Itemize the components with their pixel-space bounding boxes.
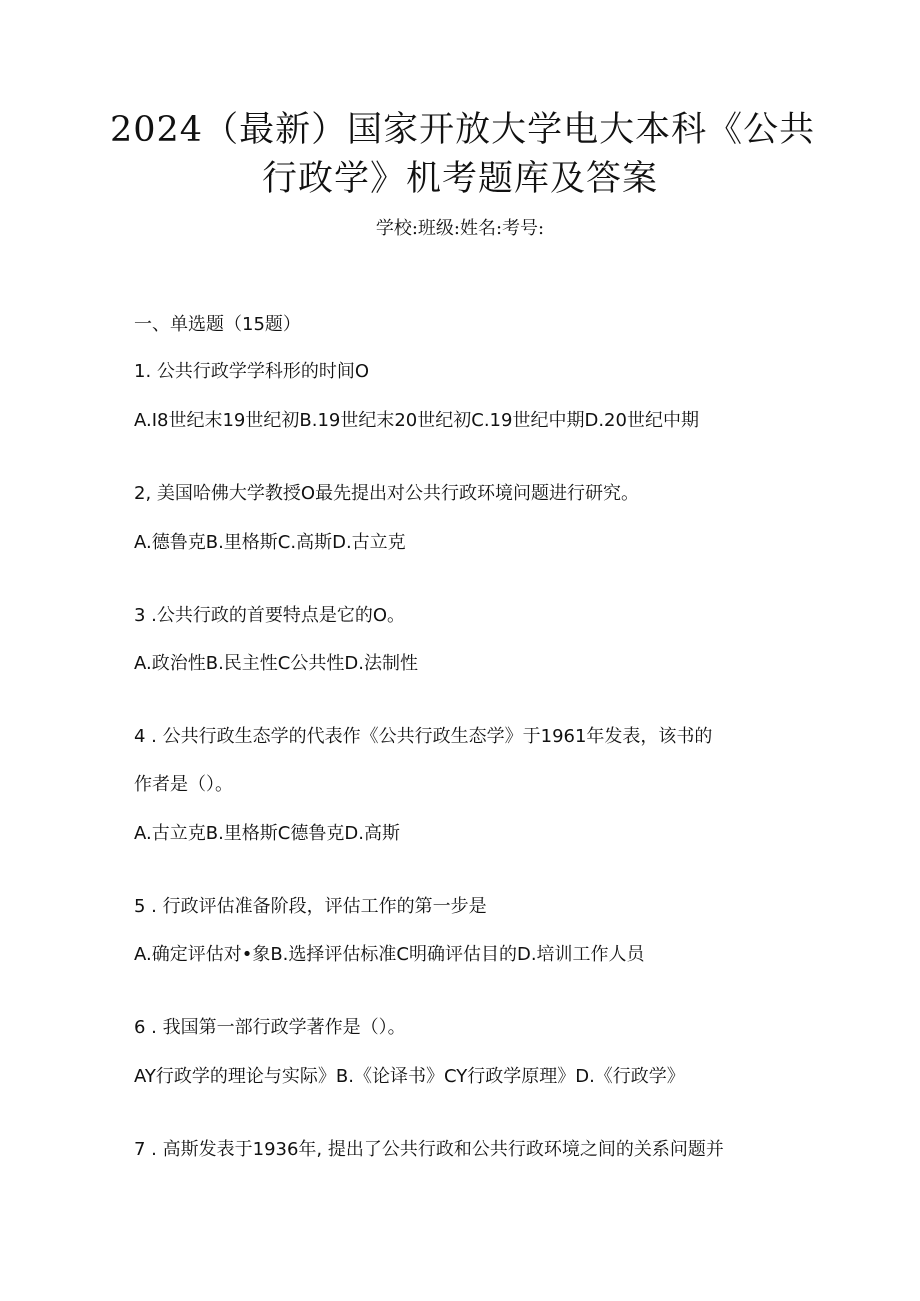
question-4-stem: 4 . 公共行政生态学的代表作《公共行政生态学》于1961年发表，该书的 bbox=[134, 726, 713, 747]
question-1-stem: 1. 公共行政学学科形的时间O bbox=[134, 361, 370, 382]
question-4-options: A.古立克B.里格斯C德鲁克D.高斯 bbox=[134, 823, 400, 844]
question-7-stem: 7 . 高斯发表于1936年, 提出了公共行政和公共行政环境之间的关系问题并 bbox=[134, 1139, 724, 1160]
document-title-line-1: 2024（最新）国家开放大学电大本科《公共 bbox=[110, 110, 816, 150]
question-6-stem: 6 . 我国第一部行政学著作是（）。 bbox=[134, 1017, 406, 1038]
question-6-options: AY行政学的理论与实际》B.《论译书》CY行政学原理》D.《行政学》 bbox=[134, 1066, 685, 1087]
question-4-stem-continued: 作者是（）。 bbox=[134, 774, 233, 795]
document-title-line-2: 行政学》机考题库及答案 bbox=[261, 159, 658, 199]
section-heading: 一、单选题（15题） bbox=[134, 314, 301, 335]
question-2-options: A.德鲁克B.里格斯C.高斯D.古立克 bbox=[134, 532, 406, 553]
question-5-options: A.确定评估对•象B.选择评估标准C明确评估目的D.培训工作人员 bbox=[134, 944, 645, 965]
question-1-options: A.I8世纪末19世纪初B.19世纪末20世纪初C.19世纪中期D.20世纪中期 bbox=[134, 410, 699, 431]
question-2-stem: 2, 美国哈佛大学教授O最先提出对公共行政环境问题进行研究。 bbox=[134, 483, 640, 504]
question-3-stem: 3 .公共行政的首要特点是它的O。 bbox=[134, 605, 406, 626]
student-info-line: 学校:班级:姓名:考号: bbox=[375, 218, 545, 239]
question-5-stem: 5 . 行政评估准备阶段，评估工作的第一步是 bbox=[134, 896, 487, 917]
question-3-options: A.政治性B.民主性C公共性D.法制性 bbox=[134, 653, 418, 674]
